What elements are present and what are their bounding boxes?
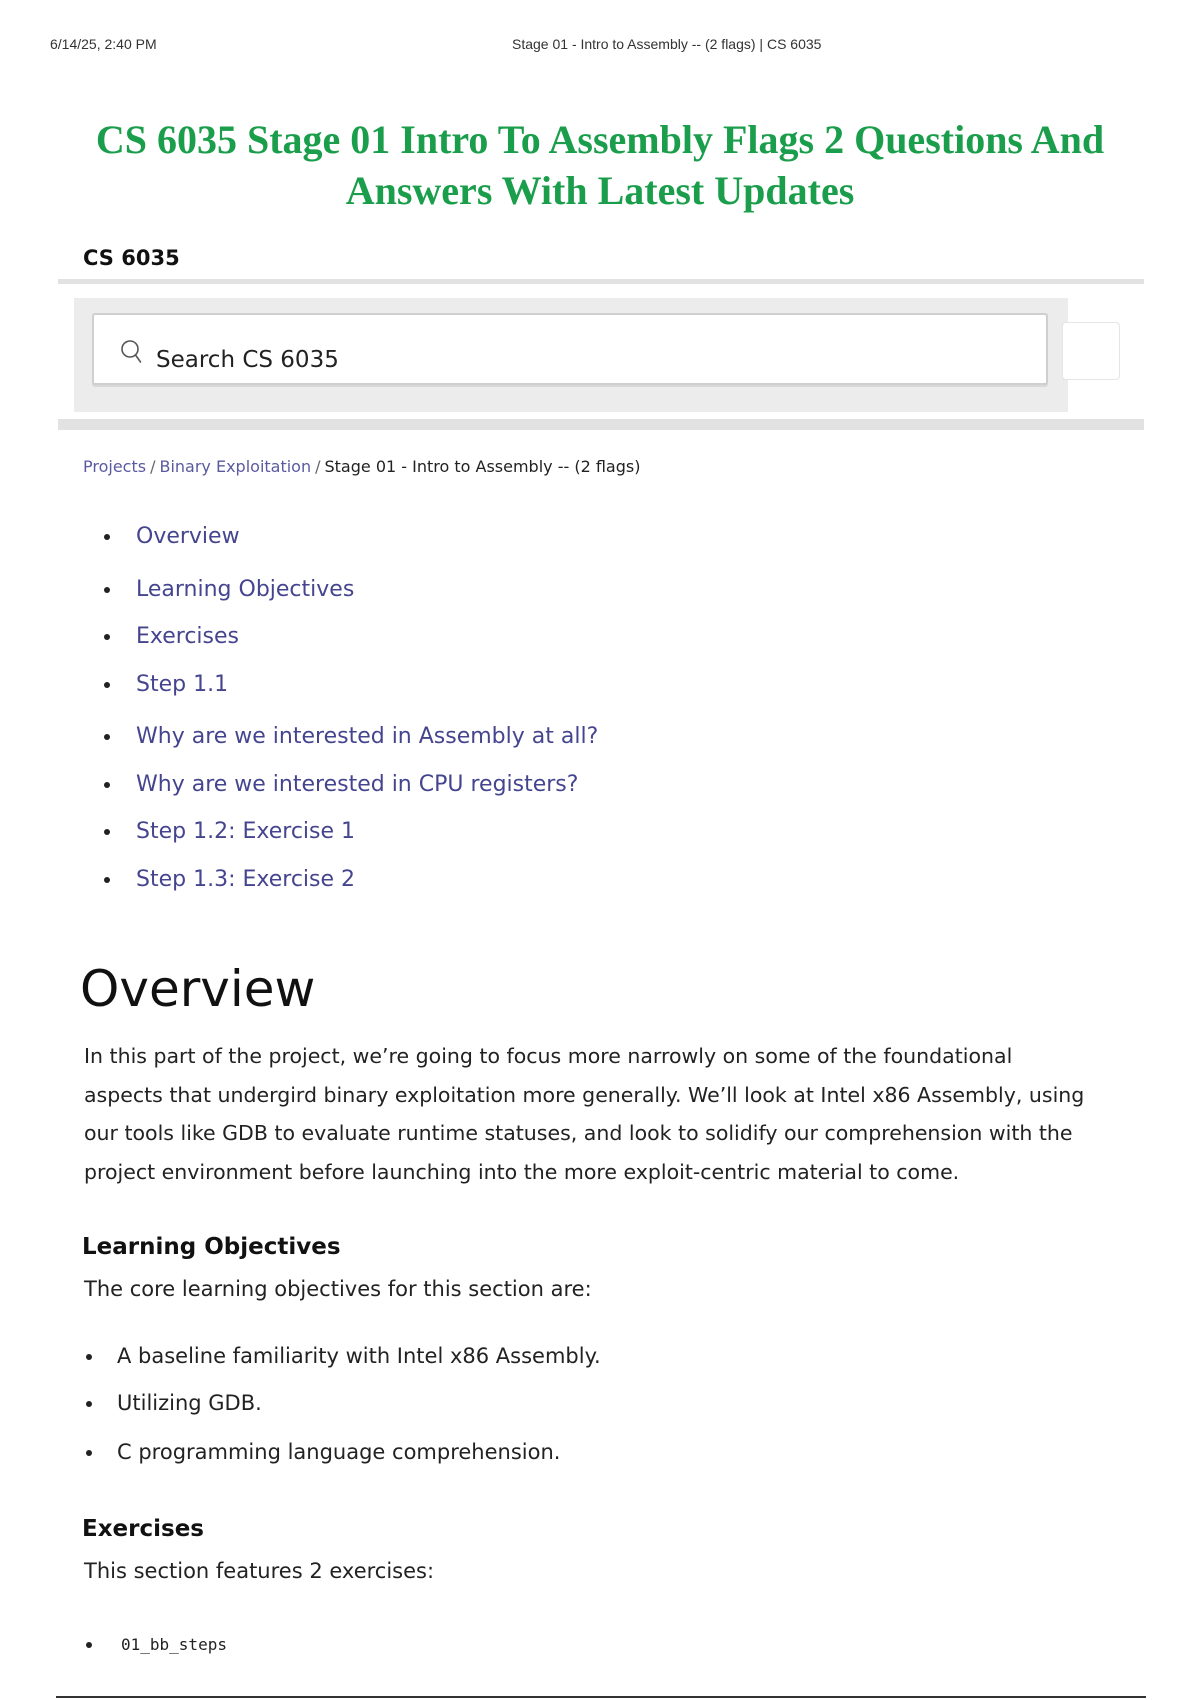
exercise-code-name: 01_bb_steps	[121, 1635, 227, 1654]
bullet-icon	[104, 587, 110, 593]
page-bottom-rule	[56, 1696, 1146, 1698]
objective-text: Utilizing GDB.	[117, 1391, 262, 1415]
document-title-line-2: Answers With Latest Updates	[345, 168, 855, 213]
breadcrumb-link-projects[interactable]: Projects	[83, 457, 147, 476]
bullet-icon	[86, 1450, 92, 1456]
toc-link-overview[interactable]: Overview	[136, 524, 240, 549]
search-input[interactable]	[92, 313, 1048, 385]
learning-objectives-intro: The core learning objectives for this section are:	[84, 1277, 592, 1301]
objective-text: A baseline familiarity with Intel x86 Assembly.	[117, 1344, 601, 1368]
print-page-title: Stage 01 - Intro to Assembly -- (2 flags) | CS 6035	[512, 36, 822, 52]
search-placeholder: Search CS 6035	[156, 347, 339, 373]
overview-line: project environment before launching into the more exploit-centric material to come.	[84, 1159, 960, 1184]
exercises-intro: This section features 2 exercises:	[84, 1559, 435, 1583]
overview-line: aspects that undergird binary exploitation more generally. We’ll look at Intel x86 Assembly, using	[84, 1082, 1085, 1107]
toc-link-why-assembly[interactable]: Why are we interested in Assembly at all?	[136, 724, 599, 749]
document-title	[60, 114, 1140, 216]
bullet-icon	[86, 1354, 92, 1360]
learning-objectives-heading: Learning Objectives	[82, 1234, 341, 1260]
toc-link-exercises[interactable]: Exercises	[136, 624, 240, 649]
breadcrumb-separator: /	[150, 457, 156, 476]
search-icon	[120, 339, 142, 365]
overview-line: our tools like GDB to evaluate runtime statuses, and look to solidify our comprehension with the	[84, 1121, 1073, 1146]
bullet-icon	[86, 1642, 92, 1648]
toc-link-why-cpu-registers[interactable]: Why are we interested in CPU registers?	[136, 772, 579, 797]
bullet-icon	[86, 1401, 92, 1407]
toc-link-step-1-3[interactable]: Step 1.3: Exercise 2	[136, 867, 356, 892]
toc-link-learning-objectives[interactable]: Learning Objectives	[136, 577, 355, 602]
breadcrumb-link-binary-exploitation[interactable]: Binary Exploitation	[159, 457, 312, 476]
breadcrumb-current: Stage 01 - Intro to Assembly -- (2 flags)	[324, 457, 641, 476]
objective-text: C programming language comprehension.	[117, 1440, 561, 1464]
exercises-heading: Exercises	[82, 1516, 204, 1542]
bullet-icon	[104, 734, 110, 740]
bullet-icon	[104, 829, 110, 835]
header-divider-bottom	[58, 419, 1144, 430]
bullet-icon	[104, 534, 110, 540]
header-divider-top	[58, 279, 1144, 284]
bullet-icon	[104, 782, 110, 788]
breadcrumb	[83, 457, 640, 476]
search-side-button[interactable]	[1062, 322, 1120, 380]
overview-heading: Overview	[80, 960, 316, 1018]
print-date: 6/14/25, 2:40 PM	[50, 36, 157, 52]
print-header	[0, 36, 1200, 56]
course-code-title[interactable]: CS 6035	[83, 246, 180, 270]
document-title-line-1: CS 6035 Stage 01 Intro To Assembly Flags 2 Questions And	[95, 117, 1105, 162]
bullet-icon	[104, 634, 110, 640]
overview-line: In this part of the project, we’re going to focus more narrowly on some of the foundational	[84, 1044, 1013, 1068]
overview-paragraph	[84, 1037, 1134, 1191]
bullet-icon	[104, 682, 110, 688]
toc-link-step-1-2[interactable]: Step 1.2: Exercise 1	[136, 819, 356, 844]
toc-link-step-1-1[interactable]: Step 1.1	[136, 672, 229, 697]
breadcrumb-separator: /	[315, 457, 321, 476]
bullet-icon	[104, 877, 110, 883]
